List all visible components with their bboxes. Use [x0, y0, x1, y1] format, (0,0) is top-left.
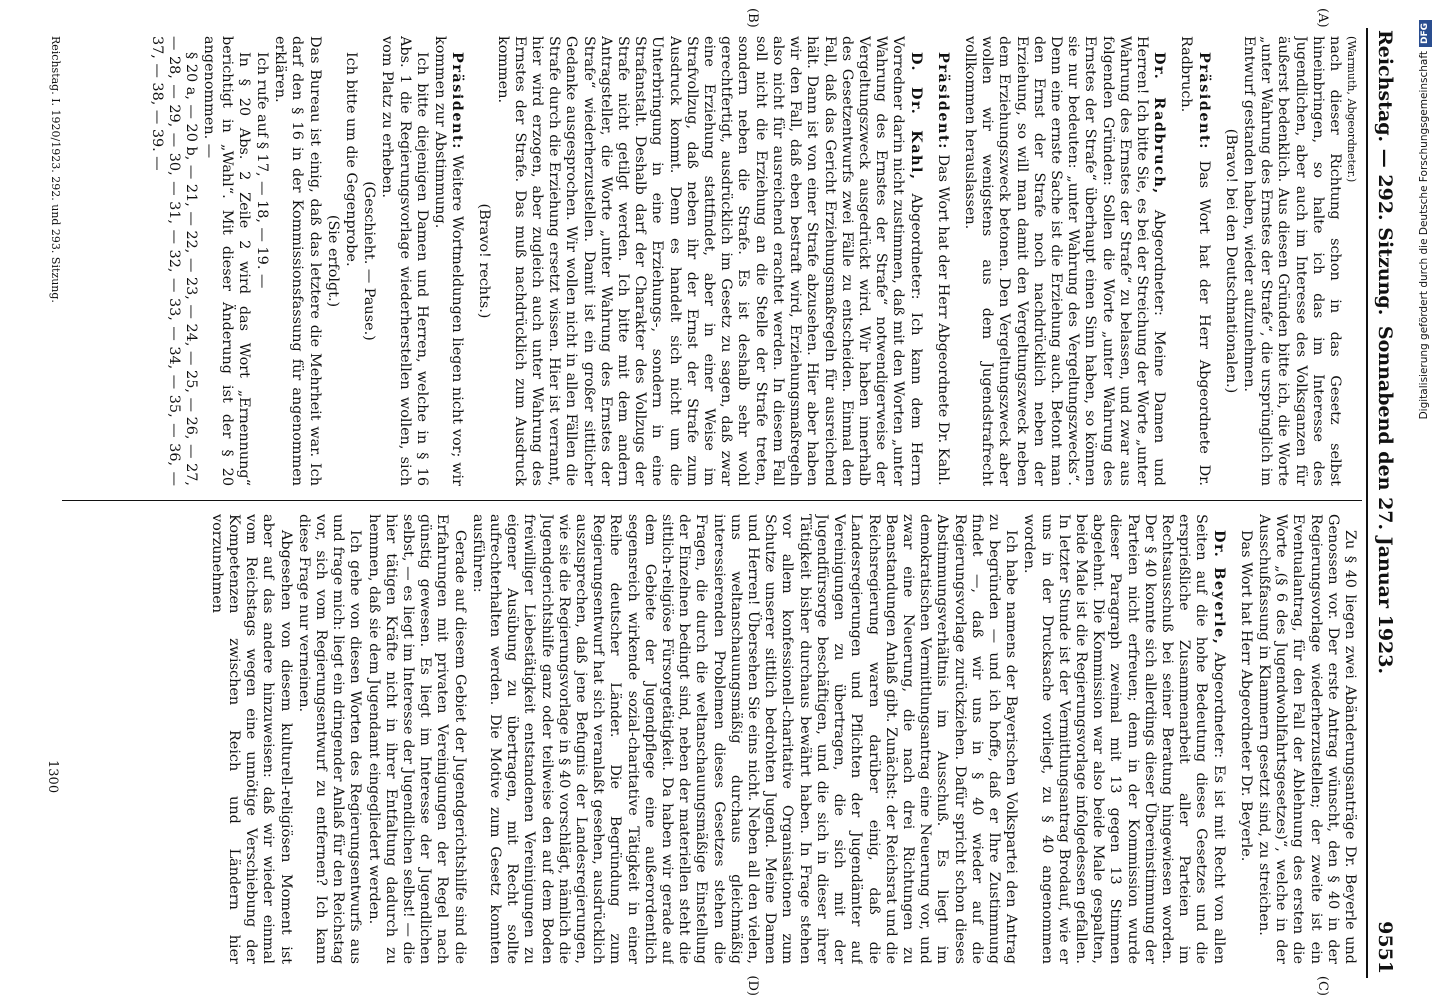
paragraph-text: Abgesehen von diesem kulturell-religiösen Moment ist aber auf das andere hinzuweisen: daß wir wieder einmal vom Reichstags wegen eine unnötige Verschiebung der Kompetenzen zwischen Reich und Ländern hier vorzunehmen: [208, 514, 294, 964]
paragraph: [200, 36, 252, 486]
credit-text: Digitalisierung gefördert durch die Deutsche Forschungsgemeinschaft: [1418, 51, 1430, 420]
margin-mark-b: (B): [745, 8, 760, 28]
left-column: [68, 36, 1358, 486]
paragraph: [961, 36, 1168, 486]
header-date: Sonnabend den 27. Januar 1923.: [1374, 325, 1396, 675]
paragraph: [295, 514, 364, 964]
paragraph: [1344, 36, 1358, 486]
paragraph: [148, 36, 200, 486]
speaker-name: Dr. Beyerle,: [1210, 530, 1228, 646]
paragraph-text: Ich rufe auf § 17, — 18, — 19. —: [254, 52, 271, 289]
paragraph: [469, 514, 1020, 964]
speaker-name: D. Dr. Kahl,: [907, 52, 925, 181]
paragraph-text: Zu § 40 liegen zwei Abänderungsanträge Dr. Beyerle und Genossen vor. Der erste Antrag wünscht, den § 40 in der Regierungsvorlage wiederherzustellen; der zweite ist ein Eventualantrag, für den Fall der Ablehnung des ersten die Worte „(§ 6 des Jugendwohlfahrtsgesetzes)“, welche in der Ausschußfassung in Klammern gesetzt sind, zu streichen.: [1255, 514, 1358, 964]
paragraph-text: Weitere Wortmeldungen liegen nicht vor; wir kommen zur Abstimmung.: [432, 36, 466, 486]
sheet-number: 1300: [45, 760, 60, 794]
dfg-logo: DFG: [1419, 20, 1432, 47]
paragraph: [253, 36, 270, 486]
speaker-name: Präsident:: [934, 52, 952, 150]
paragraph-text: Abgeordneter: Ich kann dem Herrn Vorredner darin nicht zustimmen, daß mit den Worten „unter Wahrung des Ernstes der Strafe“ notwendigerweise der Vergeltungszweck ausgedrückt wird. Wir haben innerhalb des Gesetzentwurfs zwei Fälle zu entscheiden. Einmal den Fall, daß das Gericht Erziehungsmaßregeln für ausreichend hält. Dann ist von einer Strafe abzusehen. Hier aber haben wir den Fall, daß eben bestraft wird, Erziehungsmaßregeln also nicht für ausreichend erachtet werden. In diesem Fall soll nicht die Erziehung an die Stelle der Strafe treten, sondern neben die Strafe. Es ist deshalb sehr wohl gerechtfertigt, ausdrücklich im Gesetz zu sagen, daß zwar eine Erziehung stattfindet, aber in einer Weise im Strafvollzug, daß neben ihr der Ernst der Strafe zum Ausdruck kommt. Denn es handelt sich nicht um die Unterbringung in eine Erziehungs-, sondern in eine Strafanstalt. Deshalb darf der Charakter des Vollzugs der Strafe nicht getilgt werden. Ich bitte mit dem andern Antragsteller, die Worte „unter Wahrung des Ernstes der Strafe“ wiederherzustellen. Damit ist ein großer sittlicher Gedanke ausgesprochen. Wir wollen nicht in allen Fällen die Strafe durch die Erziehung ersetzt wissen. Hier ist verrannt, hier wird erzogen, aber zugleich auch unter Wahrung des Ernstes der Strafe. Das muß nachdrücklich zum Ausdruck kommen.: [494, 36, 924, 486]
paragraph-text: (Sie erfolgt.): [324, 214, 341, 308]
paragraph-text: In § 20 Abs. 2 Zeile 2 wird das Wort „Ernennung“ berichtigt in „Wahl“. Mit dieser Änderung ist der § 20 angenommen. —: [201, 36, 252, 486]
digitization-credit: [1416, 20, 1432, 980]
paragraph: [1177, 36, 1212, 486]
paragraph-text: Gerade auf diesem Gebiet der Jugendgerichtshilfe sind die Erfahrungen mit privaten Vereinigungen der Regel nach günstig gewesen. Es liegt im Interesse der Jugendlichen selbst, — es liegt im Interesse der Jugendlichen selbst! — die hier tätigen Kräfte nicht in ihrer Entfaltung dadurch zu hemmen, daß sie dem Jugendamt eingegliedert werden.: [365, 514, 468, 964]
margin-mark-d: (D): [745, 975, 760, 996]
paragraph: [208, 514, 294, 964]
paragraph: [431, 36, 466, 486]
speaker-name: Dr. Radbruch,: [1151, 52, 1169, 195]
speaker-name: Präsident:: [1195, 52, 1213, 150]
paragraph: [1255, 514, 1358, 964]
column-divider: [62, 500, 1362, 501]
paragraph: [1020, 514, 1227, 964]
paragraph: [271, 36, 323, 486]
paragraph-text: (Warmuth, Abgeordneter.): [1345, 36, 1358, 183]
paragraph: [324, 36, 341, 486]
paragraph-text: Das Wort hat der Herr Abgeordnete Dr. Kahl.: [934, 149, 951, 486]
paragraph: [364, 514, 467, 964]
paragraph-text: Abgeordneter: Es ist mit Recht von allen Seiten auf die hohe Bedeutung dieses Gesetzes und die ersprießliche Zusammenarbeit aller Parteien im Rechtsausschuß bei seiner Beratung hingewiesen worden. Der § 40 konnte sich allerdings dieser Übereinstimmung der Parteien nicht erfreuen; denn in der Kommission wurde dieser Paragraph zweimal mit 13 gegen 13 Stimmen abgelehnt. Die Kommission war also beide Male gespalten, beide Male ist die Regierungsvorlage infolgedessen gefallen. In letzter Stunde ist der Vermittlungsantrag Brodauf, wie er uns in der Drucksache vorliegt, zu § 40 angenommen worden.: [1021, 514, 1227, 964]
paragraph: [1240, 36, 1343, 486]
right-column: [68, 514, 1358, 964]
paragraph-text: (Bravo! rechts.): [476, 203, 493, 319]
paragraph-text: nach dieser Richtung schon in das Gesetz selbst hineinbringen, so halte ich das im Interesse des Jugendlichen, aber auch im Interesse des Volksganzen für äußerst bedenklich. Aus diesen Gründen bitte ich, die Worte „unter Wahrung des Ernstes der Strafe“, die ursprünglich im Entwurf gestanden haben, wieder aufzunehmen.: [1240, 36, 1343, 486]
header-left: Reichstag. — 292. Sitzung.: [1374, 30, 1396, 316]
margin-mark-a: (A): [1315, 8, 1330, 28]
paragraph-text: § 20 a, — 20 b, — 21, — 22, — 23, — 24, — 25, — 26, — 27, — 28, — 29, — 30, — 31, — 32, — 33, — 34, — 35, — 36, — 37, — 38, — 39. —: [148, 36, 200, 486]
paragraph: [475, 36, 492, 486]
paragraph-text: Ich gehe von diesen Worten des Regierungsentwurfs aus und frage mich: liegt ein dringender Anlaß für den Reichstag vor, sich vom Regierungsentwurf zu entfernen? Ich kann diese Frage nur verneinen.: [295, 514, 364, 964]
paragraph-text: Abgeordneter: Meine Damen und Herren! Ich bitte Sie, es bei der Streichung der Worte „unter Wahrung des Ernstes der Strafe“ zu belassen, und zwar aus folgenden Gründen: Sollen die Worte „unter Wahrung des Ernstes der Strafe“ überhaupt einen Sinn haben, so können sie nur bedeuten: „unter Wahrung des Vergeltungszwecks“. Denn eine ernste Sache ist die Erziehung auch. Betont man den Ernst der Strafe noch nachdrücklich neben der Erziehung, so will man damit den Vergeltungszweck neben dem Erziehungszweck betonen. Den Vergeltungszweck aber wollen wir wenigstens aus dem Jugendstrafrecht vollkommen herauslassen.: [961, 36, 1168, 486]
margin-mark-c: (C): [1315, 975, 1330, 996]
paragraph-text: Ich habe namens der Bayerischen Volkspartei den Antrag zu begründen — und ich hoffe, daß er Ihre Zustimmung findet —, daß wir uns in § 40 wieder auf die Regierungsvorlage zurückziehen. Dafür spricht schon dieses Abstimmungsverhältnis im Ausschuß. Es liegt im demokratischen Vermittlungsantrag eine Neuerung vor, und zwar eine Neuerung, die nach drei Richtungen zu Beanstandungen Anlaß gibt. Zunächst: der Reichsrat und die Reichsregierung waren darüber einig, daß die Landesregierungen und Pflichten der Jugendämter auf Vereinigungen zu übertragen, die sich mit der Jugendfürsorge beschäftigen, und die sich in dieser ihrer Tätigkeit bisher durchaus bewährt haben. In Frage stehen vor allem konfessionell-charitative Organisationen zum Schutze unserer sittlich bedrohten Jugend. Meine Damen und Herren! Übersehen Sie eins nicht. Neben all den vielen, uns weltanschauungsmäßig durchaus gleichmäßig interessierenden Problemen dieses Gesetzes stehen die Fragen, die durch die weltanschauungsmäßige Einstellung der Einzelnen bedingt sind, neben der materiellen steht die sittlich-religiöse Fürsorgetätigkeit. Da haben wir gerade auf dem Gebiete der Jugendpflege eine außerordentlich segensreich wirkende sozial-charitative Tätigkeit in einer Reihe deutscher Länder. Die Begründung zum Regierungsentwurf hat sich veranlaßt gesehen, ausdrücklich auszusprechen, daß jene Befugnis der Landesregierungen, wie sie die Regierungsvorlage in § 40 vorschlägt, nämlich die Jugendgerichtshilfe ganz oder teilweise den auf dem Boden freiwilliger Liebestätigkeit entstandenen Vereinigungen zu eigener Ausübung zu übertragen, mit Recht sollte aufrechterhalten werden. Die Motive zum Gesetz konnten ausführen:: [469, 514, 1020, 964]
paragraph-text: Ich bitte diejenigen Damen und Herren, welche in § 16 Abs. 1 die Regierungsvorlage wiederherstellen wollen, sich vom Platz zu erheben.: [379, 36, 430, 486]
paragraph: [360, 36, 377, 486]
paragraph-text: Das Wort hat Herr Abgeordneter Dr. Beyerle.: [1237, 530, 1254, 862]
paragraph: [342, 36, 359, 486]
paragraph: [1222, 36, 1239, 486]
paragraph: [1237, 514, 1254, 964]
header-page-number: 9551: [1374, 921, 1396, 974]
paragraph-text: Das Wort hat der Herr Abgeordnete Dr. Radbruch.: [1178, 36, 1212, 486]
paragraph: [378, 36, 430, 486]
rotated-page: [6, 0, 1408, 1000]
footer-line: Reichstag. I. 1920/1923. 292. und 293. Sitzung.: [49, 36, 62, 303]
paragraph: [493, 36, 924, 486]
paragraph-text: (Bravo! bei den Deutschnationalen.): [1222, 128, 1239, 394]
paragraph-text: Das Bureau ist einig, daß das letztere die Mehrheit war. Ich darf den § 16 in der Kommissionsfassung für angenommen erklären.: [272, 36, 323, 486]
speaker-name: Präsident:: [449, 52, 467, 150]
paragraph-text: (Geschieht. — Pause.): [361, 181, 378, 341]
header-rule: [1366, 28, 1368, 978]
paragraph: [934, 36, 952, 486]
paragraph-text: Ich bitte um die Gegenprobe.: [343, 52, 360, 267]
